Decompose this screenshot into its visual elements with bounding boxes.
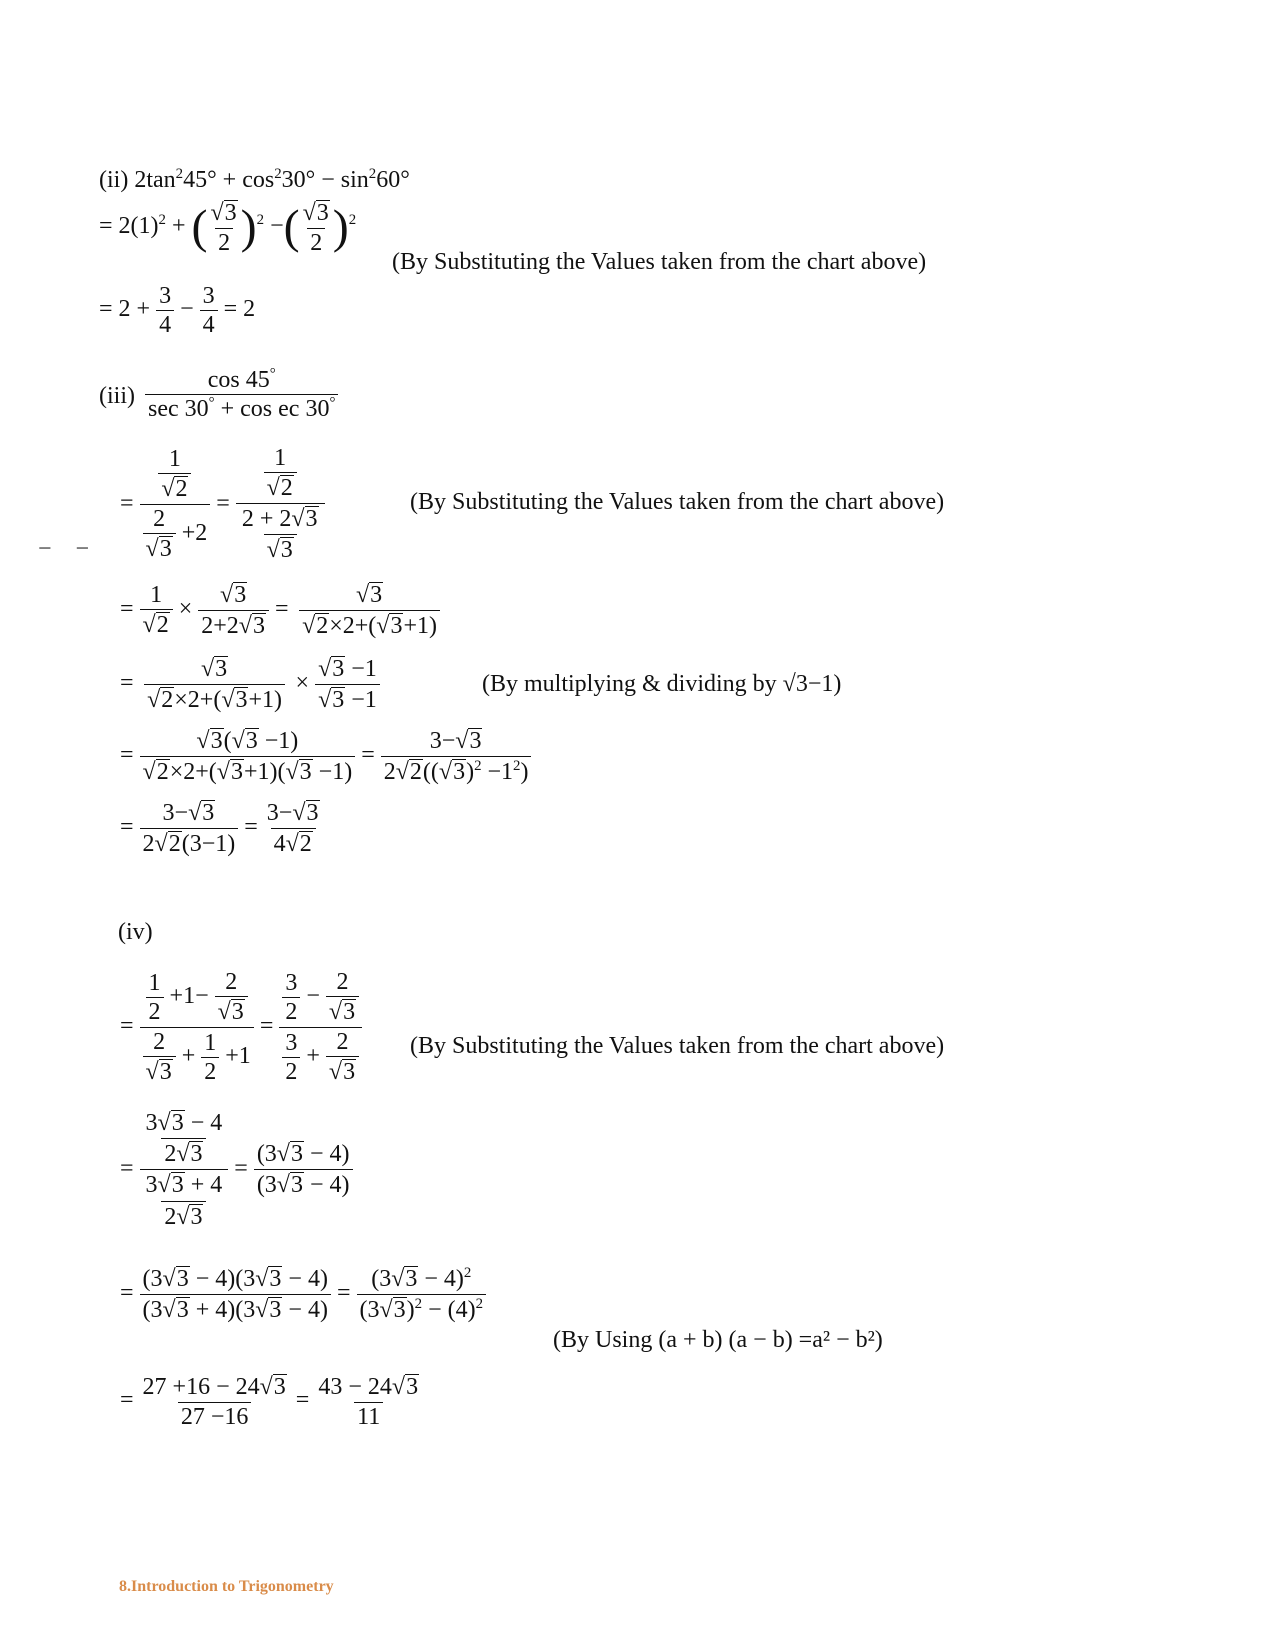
page-footer: 8.Introduction to Trigonometry <box>119 1578 334 1595</box>
part-iii-note2: (By multiplying & dividing by √3−1) <box>482 671 842 697</box>
part-iii-heading: $\frac{\cos 45^\circ}{\sec 30^\circ + \cos ec 30^\circ}$ <box>145 368 338 421</box>
part-ii-note: (By Substituting the Values taken from the chart above) <box>392 249 927 275</box>
part-iv-step4: = $\frac{27 +16 - 24√3}{27 -16}$ = $\frac{43 - 24√3}{11}$ <box>120 1374 419 1431</box>
part-iv-note1: (By Substituting the Values taken from the chart above) <box>410 1033 945 1059</box>
part-ii-step2: = $2(1)^2$ + ( $\frac{√3}{2}$ )$^2$ −( $\frac{√3}{2}$ )$^2$ <box>99 200 357 257</box>
part-iii-label: (iii) <box>99 383 135 409</box>
part-iv-note2: (By Using (a + b) (a − b) =a² − b²) <box>553 1327 883 1353</box>
part-iv-step2: = $\frac{\frac{3√3 - 4}{2√3}}{\frac{3√3 + 4}{2√3}}$ = $\frac{(3√3 - 4)}{(3√3 - 4)}$ <box>120 1110 353 1230</box>
part-iii-step5: = $\frac{3-√3}{2√2(3-1)}$ = $\frac{3-√3}{4√2}$ <box>120 800 319 858</box>
part-iv-step3: = $\frac{(3√3 - 4)(3√3 - 4)}{(3√3 + 4)(3√3 - 4)}$ = $\frac{(3√3 - 4)^2}{(3√3)^2 - (4)^2}$ <box>120 1266 486 1323</box>
part-iii-step3: = $\frac{√3}{√2\times 2+(√3+1)}$ × $\frac{√3 -1}{√3 -1}$ <box>120 656 380 713</box>
part-iv-step1: = $\frac{1}{2}$ +1− $\frac{2}{√3}$ $\frac{2}{√3}$ + $\frac{1}{2}$ +1 = $\frac{3}{2}$ − $\frac{2}{√3}$ $\frac{3}{2}$ + $\frac{2}{√3}$ <box>120 970 362 1085</box>
part-iii-step4: = $\frac{√3(√3 -1)}{√2\times 2+(√3+1)(√3 -1)}$ = $\frac{3-√3}{2√2((√3)^2 -1^2)}$ <box>120 728 531 785</box>
margin-dash: − − <box>38 536 90 562</box>
part-ii-step3: = 2 + $\frac{3}{4}$ − $\frac{3}{4}$ = 2 <box>99 283 256 338</box>
part-ii-heading: (ii) $2\tan^245^\circ + \cos^230^\circ - \sin^260^\circ$ <box>99 166 410 193</box>
part-iii-step1: = $\frac{1}{√2}$ $\frac{2}{√3}$ +2 = $\frac{\frac{1}{√2}}{\frac{2 + 2√3}{√3}}$ <box>120 446 325 564</box>
part-iii-step2: = $\frac{1}{√2}$ × $\frac{√3}{2+2√3}$ = $\frac{√3}{√2\times 2+(√3+1)}$ <box>120 582 445 639</box>
part-iii-note1: (By Substituting the Values taken from the chart above) <box>410 489 945 515</box>
part-iv-label: (iv) <box>118 919 153 945</box>
